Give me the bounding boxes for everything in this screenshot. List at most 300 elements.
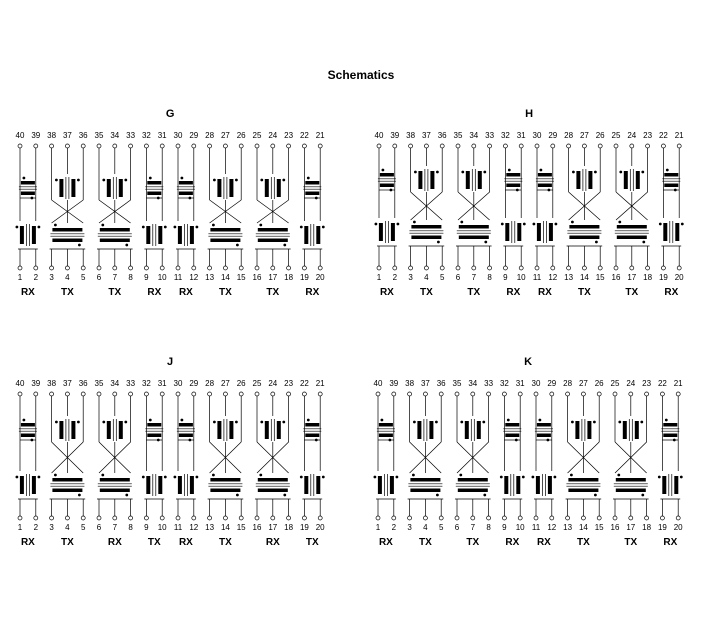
bottom-pin-terminal [519, 266, 523, 270]
bottom-pin-label: 16 [252, 523, 262, 532]
bottom-pin-terminal [97, 266, 101, 270]
top-pin-label: 28 [563, 379, 573, 388]
top-pin-label: 36 [437, 131, 447, 140]
bottom-pin-terminal [518, 516, 522, 520]
bottom-pin-terminal [50, 266, 54, 270]
transformer [500, 474, 525, 496]
transformer [213, 419, 238, 441]
bottom-pin-terminal [65, 516, 69, 520]
top-pin-label: 34 [469, 131, 479, 140]
group-label-tx: TX [108, 287, 122, 298]
transformer [456, 474, 490, 497]
bottom-pin-label: 13 [205, 273, 215, 282]
bottom-pin-terminal [439, 516, 443, 520]
bottom-pin-terminal [144, 516, 148, 520]
top-pin-label: 27 [579, 131, 589, 140]
bottom-pin-terminal [392, 516, 396, 520]
bottom-pin-label: 8 [128, 273, 133, 282]
page-title: Schematics [327, 68, 395, 82]
top-pin-label: 31 [516, 131, 526, 140]
top-pin-label: 30 [531, 379, 541, 388]
top-pin-terminal [34, 144, 38, 148]
top-pin-label: 32 [499, 379, 509, 388]
channel [16, 148, 41, 266]
bottom-pin-terminal [192, 516, 196, 520]
bottom-pin-label: 18 [284, 523, 294, 532]
top-pin-terminal [50, 144, 54, 148]
bottom-pin-terminal [646, 266, 650, 270]
top-pin-label: 24 [626, 379, 636, 388]
top-pin-label: 29 [547, 379, 557, 388]
bottom-pin-terminal [598, 266, 602, 270]
top-pin-terminal [519, 144, 523, 148]
top-pin-label: 37 [62, 379, 72, 388]
top-pin-label: 25 [252, 131, 262, 140]
bottom-pin-label: 11 [531, 523, 541, 532]
top-pin-terminal [18, 392, 22, 396]
transformer [303, 419, 321, 442]
bottom-pin-terminal [660, 516, 664, 520]
bottom-pin-label: 6 [454, 523, 460, 532]
transformer [536, 169, 554, 192]
top-pin-terminal [65, 392, 69, 396]
bottom-pin-terminal [455, 516, 459, 520]
top-pin-label: 40 [15, 379, 25, 388]
transformer [256, 474, 290, 497]
bottom-pin-label: 2 [33, 273, 39, 282]
top-pin-label: 36 [78, 379, 88, 388]
channel [208, 148, 244, 266]
top-pin-terminal [534, 392, 538, 396]
transformer [19, 419, 37, 442]
channel [658, 396, 683, 516]
bottom-pin-label: 15 [236, 273, 246, 282]
bottom-pin-terminal [160, 266, 164, 270]
transformer [378, 169, 396, 192]
bottom-pin-label: 11 [532, 273, 542, 282]
top-pin-terminal [144, 144, 148, 148]
channel [567, 148, 603, 266]
top-pin-terminal [614, 144, 618, 148]
top-pin-terminal [160, 144, 164, 148]
bottom-pin-label: 13 [563, 523, 573, 532]
transformer [260, 419, 285, 441]
group-label-rx: RX [506, 287, 521, 298]
group-label-tx: TX [625, 287, 639, 298]
bottom-pin-terminal [18, 266, 22, 270]
top-pin-label: 26 [594, 379, 604, 388]
channel [255, 396, 291, 516]
bottom-pin-terminal [302, 266, 306, 270]
group-label-rx: RX [379, 287, 394, 298]
bottom-pin-label: 6 [96, 523, 102, 532]
bottom-pin-terminal [271, 266, 275, 270]
channel [208, 396, 244, 516]
group-label-rx: RX [107, 537, 122, 548]
transformer [532, 474, 557, 496]
transformer [213, 177, 238, 199]
top-pin-terminal [113, 392, 117, 396]
transformer [414, 169, 439, 191]
top-pin-label: 28 [205, 131, 215, 140]
top-pin-terminal [176, 144, 180, 148]
bottom-pin-label: 16 [610, 523, 620, 532]
bottom-pin-terminal [129, 516, 133, 520]
bottom-pin-terminal [318, 266, 322, 270]
top-pin-terminal [393, 144, 397, 148]
channel [532, 396, 557, 516]
channel [300, 148, 325, 266]
bottom-pin-terminal [18, 516, 22, 520]
channel [255, 148, 291, 266]
top-pin-label: 23 [284, 131, 294, 140]
top-pin-terminal [144, 392, 148, 396]
bottom-pin-terminal [550, 516, 554, 520]
bottom-pin-label: 12 [547, 523, 557, 532]
transformer [659, 221, 684, 243]
top-pin-terminal [97, 392, 101, 396]
group-label-tx: TX [266, 287, 280, 298]
top-pin-label: 37 [62, 131, 72, 140]
top-pin-terminal [223, 392, 227, 396]
top-pin-terminal [318, 144, 322, 148]
top-pin-label: 29 [548, 131, 558, 140]
transformer [102, 419, 127, 441]
bottom-pin-label: 12 [548, 273, 558, 282]
bottom-pin-label: 2 [391, 523, 397, 532]
bottom-pin-terminal [567, 266, 571, 270]
bottom-pin-label: 12 [189, 523, 199, 532]
top-pin-label: 31 [157, 131, 167, 140]
group-label-tx: TX [466, 537, 480, 548]
channel [142, 396, 167, 516]
bottom-pin-terminal [34, 266, 38, 270]
bottom-pin-label: 12 [189, 273, 199, 282]
top-pin-terminal [239, 392, 243, 396]
top-pin-label: 35 [94, 131, 104, 140]
top-pin-terminal [287, 144, 291, 148]
top-pin-terminal [392, 392, 396, 396]
bottom-pin-terminal [81, 516, 85, 520]
top-pin-terminal [192, 392, 196, 396]
bottom-pin-label: 17 [268, 273, 278, 282]
bottom-pin-label: 3 [407, 523, 412, 532]
bottom-pin-label: 1 [17, 273, 23, 282]
transformer [375, 221, 400, 243]
bottom-pin-terminal [287, 516, 291, 520]
bottom-pin-terminal [97, 516, 101, 520]
top-pin-label: 24 [268, 131, 278, 140]
bottom-pin-label: 14 [220, 273, 230, 282]
top-pin-label: 31 [157, 379, 167, 388]
transformer [303, 177, 321, 200]
bottom-pin-label: 14 [579, 273, 589, 282]
top-pin-label: 35 [452, 379, 462, 388]
bottom-pin-terminal [176, 516, 180, 520]
top-pin-terminal [409, 144, 413, 148]
transformer [177, 419, 195, 442]
group-label-rx: RX [265, 537, 280, 548]
bottom-pin-terminal [551, 266, 555, 270]
bottom-pin-terminal [581, 516, 585, 520]
top-pin-terminal [676, 392, 680, 396]
channel [455, 396, 491, 516]
bottom-pin-label: 17 [268, 523, 278, 532]
bottom-pin-terminal [630, 266, 634, 270]
bottom-pin-terminal [129, 266, 133, 270]
channel [97, 148, 133, 266]
transformer [177, 177, 195, 200]
transformer [55, 419, 80, 441]
bottom-pin-label: 7 [471, 273, 477, 282]
bottom-pin-label: 18 [642, 523, 652, 532]
group-label-tx: TX [578, 287, 591, 298]
schematic-title: G [165, 108, 175, 120]
transformer [174, 224, 199, 246]
top-pin-label: 29 [189, 131, 199, 140]
top-pin-terminal [535, 144, 539, 148]
transformer [377, 419, 395, 442]
top-pin-label: 22 [657, 379, 667, 388]
top-pin-terminal [503, 144, 507, 148]
top-pin-terminal [255, 392, 259, 396]
top-pin-terminal [208, 144, 212, 148]
transformer [55, 177, 80, 199]
top-pin-terminal [566, 392, 570, 396]
top-pin-terminal [176, 392, 180, 396]
bottom-pin-terminal [239, 516, 243, 520]
bottom-pin-label: 19 [299, 523, 309, 532]
channel [659, 148, 684, 266]
top-pin-terminal [423, 392, 427, 396]
transformer [501, 221, 526, 243]
transformer [50, 224, 84, 247]
group-label-rx: RX [178, 537, 193, 548]
bottom-pin-label: 15 [594, 523, 604, 532]
top-pin-label: 23 [642, 379, 652, 388]
transformer [145, 177, 163, 200]
bottom-pin-label: 8 [486, 523, 491, 532]
channel [566, 396, 602, 516]
bottom-pin-label: 19 [299, 273, 309, 282]
transformer [374, 474, 399, 496]
top-pin-terminal [18, 144, 22, 148]
bottom-pin-terminal [302, 516, 306, 520]
channel [174, 148, 199, 266]
top-pin-terminal [377, 144, 381, 148]
transformer [503, 419, 521, 442]
transformer [504, 169, 522, 192]
top-pin-label: 32 [500, 131, 510, 140]
bottom-pin-terminal [318, 516, 322, 520]
transformer [614, 474, 648, 497]
top-pin-terminal [440, 144, 444, 148]
channel [97, 396, 133, 516]
group-label-tx: TX [61, 537, 74, 548]
top-pin-label: 38 [406, 131, 416, 140]
bottom-pin-label: 15 [236, 523, 246, 532]
transformer [409, 221, 443, 244]
top-pin-label: 26 [595, 131, 605, 140]
top-pin-label: 22 [299, 379, 309, 388]
top-pin-label: 39 [389, 379, 399, 388]
bottom-pin-label: 6 [455, 273, 461, 282]
bottom-pin-label: 18 [284, 273, 294, 282]
group-label-tx: TX [219, 287, 232, 298]
top-pin-label: 34 [110, 131, 120, 140]
transformer [571, 419, 596, 441]
group-label-tx: TX [147, 537, 161, 548]
top-pin-terminal [581, 392, 585, 396]
top-pin-terminal [471, 392, 475, 396]
bottom-pin-label: 9 [503, 273, 508, 282]
top-pin-terminal [271, 392, 275, 396]
top-pin-terminal [456, 144, 460, 148]
bottom-pin-terminal [677, 266, 681, 270]
bottom-pin-label: 7 [470, 523, 476, 532]
bottom-pin-terminal [472, 266, 476, 270]
bottom-pin-terminal [502, 516, 506, 520]
bottom-pin-terminal [377, 266, 381, 270]
channel [142, 148, 167, 266]
top-pin-terminal [677, 144, 681, 148]
bottom-pin-terminal [487, 516, 491, 520]
bottom-pin-label: 8 [487, 273, 492, 282]
transformer [208, 224, 242, 247]
bottom-pin-label: 5 [80, 523, 86, 532]
bottom-pin-label: 7 [112, 273, 118, 282]
bottom-pin-label: 1 [375, 523, 381, 532]
top-pin-label: 38 [47, 379, 57, 388]
bottom-pin-label: 3 [408, 273, 413, 282]
top-pin-label: 23 [643, 131, 653, 140]
bottom-pin-label: 1 [17, 523, 23, 532]
top-pin-label: 31 [515, 379, 525, 388]
transformer [461, 169, 486, 191]
bottom-pin-label: 20 [315, 523, 325, 532]
group-label-tx: TX [420, 287, 433, 298]
transformer [50, 474, 84, 497]
bottom-pin-label: 1 [376, 273, 382, 282]
bottom-pin-terminal [534, 516, 538, 520]
bottom-pin-terminal [409, 266, 413, 270]
top-pin-terminal [318, 392, 322, 396]
group-label-rx: RX [536, 537, 551, 548]
bottom-pin-label: 17 [627, 273, 637, 282]
bottom-pin-terminal [676, 516, 680, 520]
top-pin-terminal [97, 144, 101, 148]
transformer [142, 224, 167, 246]
bottom-pin-label: 19 [657, 523, 667, 532]
top-pin-terminal [661, 144, 665, 148]
schematic-k [374, 356, 684, 548]
transformer [16, 224, 41, 246]
bottom-pin-label: 9 [502, 523, 507, 532]
transformer [533, 221, 558, 243]
channel [613, 396, 649, 516]
group-label-tx: TX [577, 537, 590, 548]
schematic-title: H [525, 108, 534, 120]
bottom-pin-label: 9 [144, 273, 149, 282]
bottom-pin-terminal [113, 516, 117, 520]
channel [500, 396, 525, 516]
bottom-pin-terminal [566, 516, 570, 520]
top-pin-label: 25 [252, 379, 262, 388]
transformer [661, 419, 679, 442]
bottom-pin-terminal [255, 516, 259, 520]
top-pin-terminal [302, 144, 306, 148]
top-pin-label: 40 [15, 131, 25, 140]
top-pin-terminal [65, 144, 69, 148]
group-label-rx: RX [505, 537, 520, 548]
bottom-pin-terminal [223, 516, 227, 520]
bottom-pin-label: 4 [424, 273, 429, 282]
channel [456, 148, 492, 266]
bottom-pin-terminal [645, 516, 649, 520]
top-pin-terminal [34, 392, 38, 396]
top-pin-terminal [439, 392, 443, 396]
channel [300, 396, 325, 516]
channel [16, 396, 41, 516]
bottom-pin-label: 16 [252, 273, 262, 282]
group-label-rx: RX [20, 537, 35, 548]
bottom-pin-terminal [503, 266, 507, 270]
top-pin-terminal [129, 144, 133, 148]
transformer [300, 224, 325, 246]
top-pin-terminal [376, 392, 380, 396]
top-pin-label: 27 [578, 379, 588, 388]
transformer [256, 224, 290, 247]
transformer [619, 169, 644, 191]
top-pin-terminal [472, 144, 476, 148]
transformer [145, 419, 163, 442]
top-pin-terminal [646, 144, 650, 148]
bottom-pin-terminal [271, 516, 275, 520]
top-pin-label: 32 [141, 379, 151, 388]
transformer [98, 224, 132, 247]
bottom-pin-label: 3 [49, 523, 54, 532]
top-pin-label: 35 [453, 131, 463, 140]
bottom-pin-label: 14 [578, 523, 588, 532]
top-pin-terminal [208, 392, 212, 396]
group-label-rx: RX [178, 287, 193, 298]
transformer [102, 177, 127, 199]
group-label-tx: TX [419, 537, 432, 548]
bottom-pin-label: 6 [96, 273, 102, 282]
channel [50, 148, 86, 266]
top-pin-label: 38 [405, 379, 415, 388]
bottom-pin-terminal [223, 266, 227, 270]
top-pin-terminal [50, 392, 54, 396]
top-pin-terminal [487, 392, 491, 396]
bottom-pin-label: 11 [173, 273, 183, 282]
group-label-rx: RX [305, 287, 320, 298]
top-pin-terminal [598, 144, 602, 148]
schematic-g [16, 108, 326, 298]
bottom-pin-terminal [393, 266, 397, 270]
top-pin-terminal [502, 392, 506, 396]
bottom-pin-terminal [255, 266, 259, 270]
bottom-pin-terminal [192, 266, 196, 270]
bottom-pin-label: 3 [49, 273, 54, 282]
bottom-pin-label: 4 [65, 523, 70, 532]
bottom-pin-terminal [408, 516, 412, 520]
schematic-j [16, 356, 326, 548]
top-pin-label: 25 [611, 131, 621, 140]
transformer [413, 419, 438, 441]
bottom-pin-terminal [34, 516, 38, 520]
bottom-pin-terminal [239, 266, 243, 270]
